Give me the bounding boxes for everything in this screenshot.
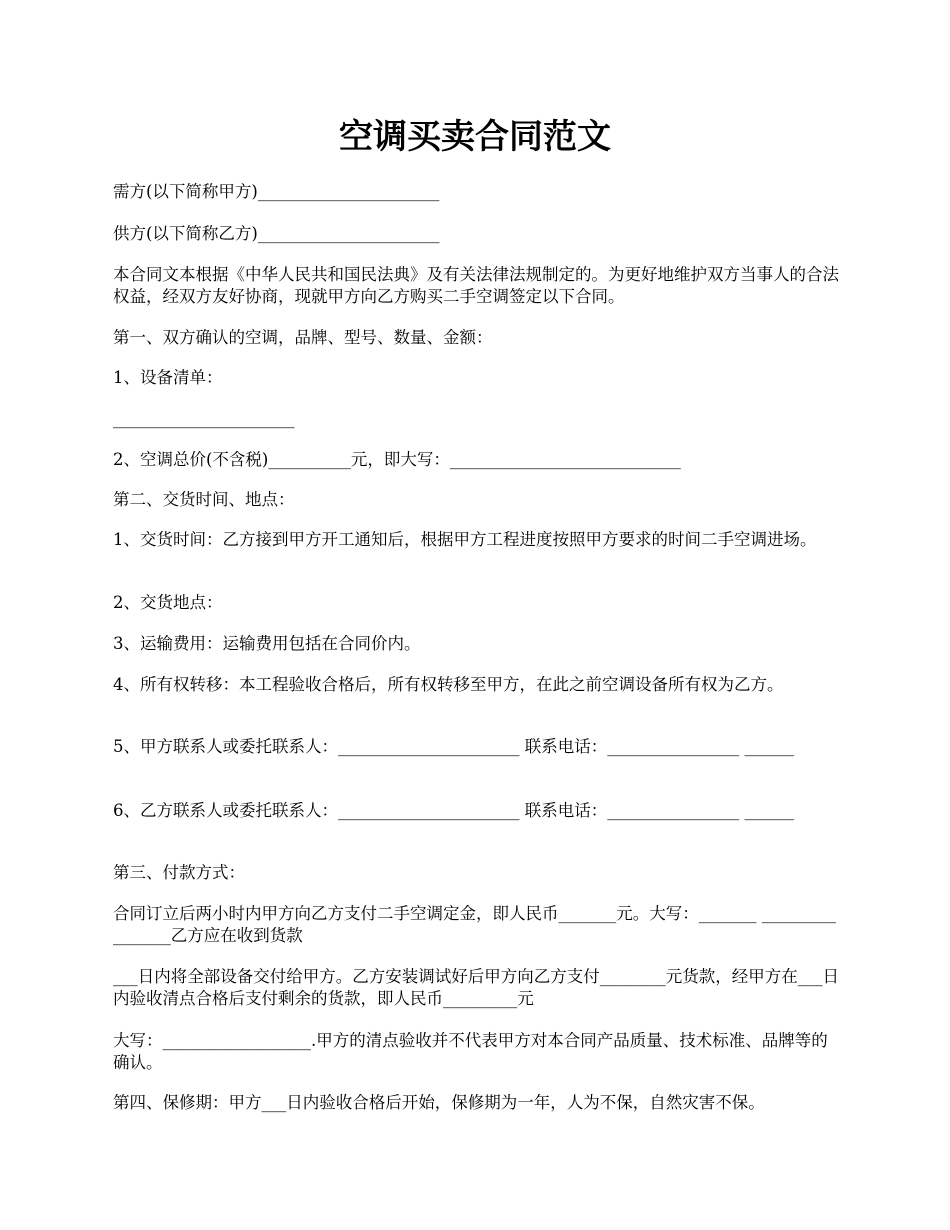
section-1-heading: 第一、双方确认的空调，品牌、型号、数量、金额：: [113, 328, 493, 347]
delivery-location-line: 2、交货地点：: [113, 593, 223, 612]
seller-contact-line: 6、乙方联系人或委托联系人：______________________ 联系电话：________________ ______: [113, 801, 794, 820]
equipment-list-blank: ______________________: [113, 409, 295, 428]
section-3-heading: 第三、付款方式：: [113, 863, 245, 882]
buyer-contact-line: 5、甲方联系人或委托联系人：______________________ 联系电话：________________ ______: [113, 737, 794, 756]
payment-paragraph: ___日内将全部设备交付给甲方。乙方安装调试好后甲方向乙方支付________元货款，经甲方在___日内验收清点合格后支付剩余的货款，即人民币_________元: [113, 967, 839, 1008]
equipment-list-label: 1、设备清单：: [113, 368, 223, 387]
preamble-paragraph: 本合同文本根据《中华人民共和国民法典》及有关法律法规制定的。为更好地维护双方当事人的合法权益，经双方友好协商，现就甲方向乙方购买二手空调签定以下合同。: [113, 265, 839, 306]
document-title: 空调买卖合同范文: [339, 117, 611, 157]
seller-line: 供方(以下简称乙方)______________________: [113, 224, 440, 243]
ownership-transfer-paragraph: 4、所有权转移：本工程验收合格后，所有权转移至甲方，在此之前空调设备所有权为乙方。: [113, 675, 784, 694]
section-4-warranty-line: 第四、保修期：甲方___日内验收合格后开始，保修期为一年，人为不保，自然灾害不保。: [113, 1093, 765, 1112]
deposit-paragraph: 合同订立后两小时内甲方向乙方支付二手空调定金，即人民币_______元。大写：_______ ________________乙方应在收到货款: [113, 904, 836, 945]
uppercase-amount-paragraph: 大写：__________________.甲方的清点验收并不代表甲方对本合同产品质量、技术标准、品牌等的确认。: [113, 1031, 828, 1072]
delivery-time-paragraph: 1、交货时间：乙方接到甲方开工通知后，根据甲方工程进度按照甲方要求的时间二手空调进场。: [113, 530, 817, 549]
transport-cost-line: 3、运输费用：运输费用包括在合同价内。: [113, 634, 421, 653]
section-2-heading: 第二、交货时间、地点：: [113, 490, 295, 509]
total-price-line: 2、空调总价(不含税)__________元，即大写：____________________________: [113, 450, 681, 469]
buyer-line: 需方(以下简称甲方)______________________: [113, 182, 440, 201]
